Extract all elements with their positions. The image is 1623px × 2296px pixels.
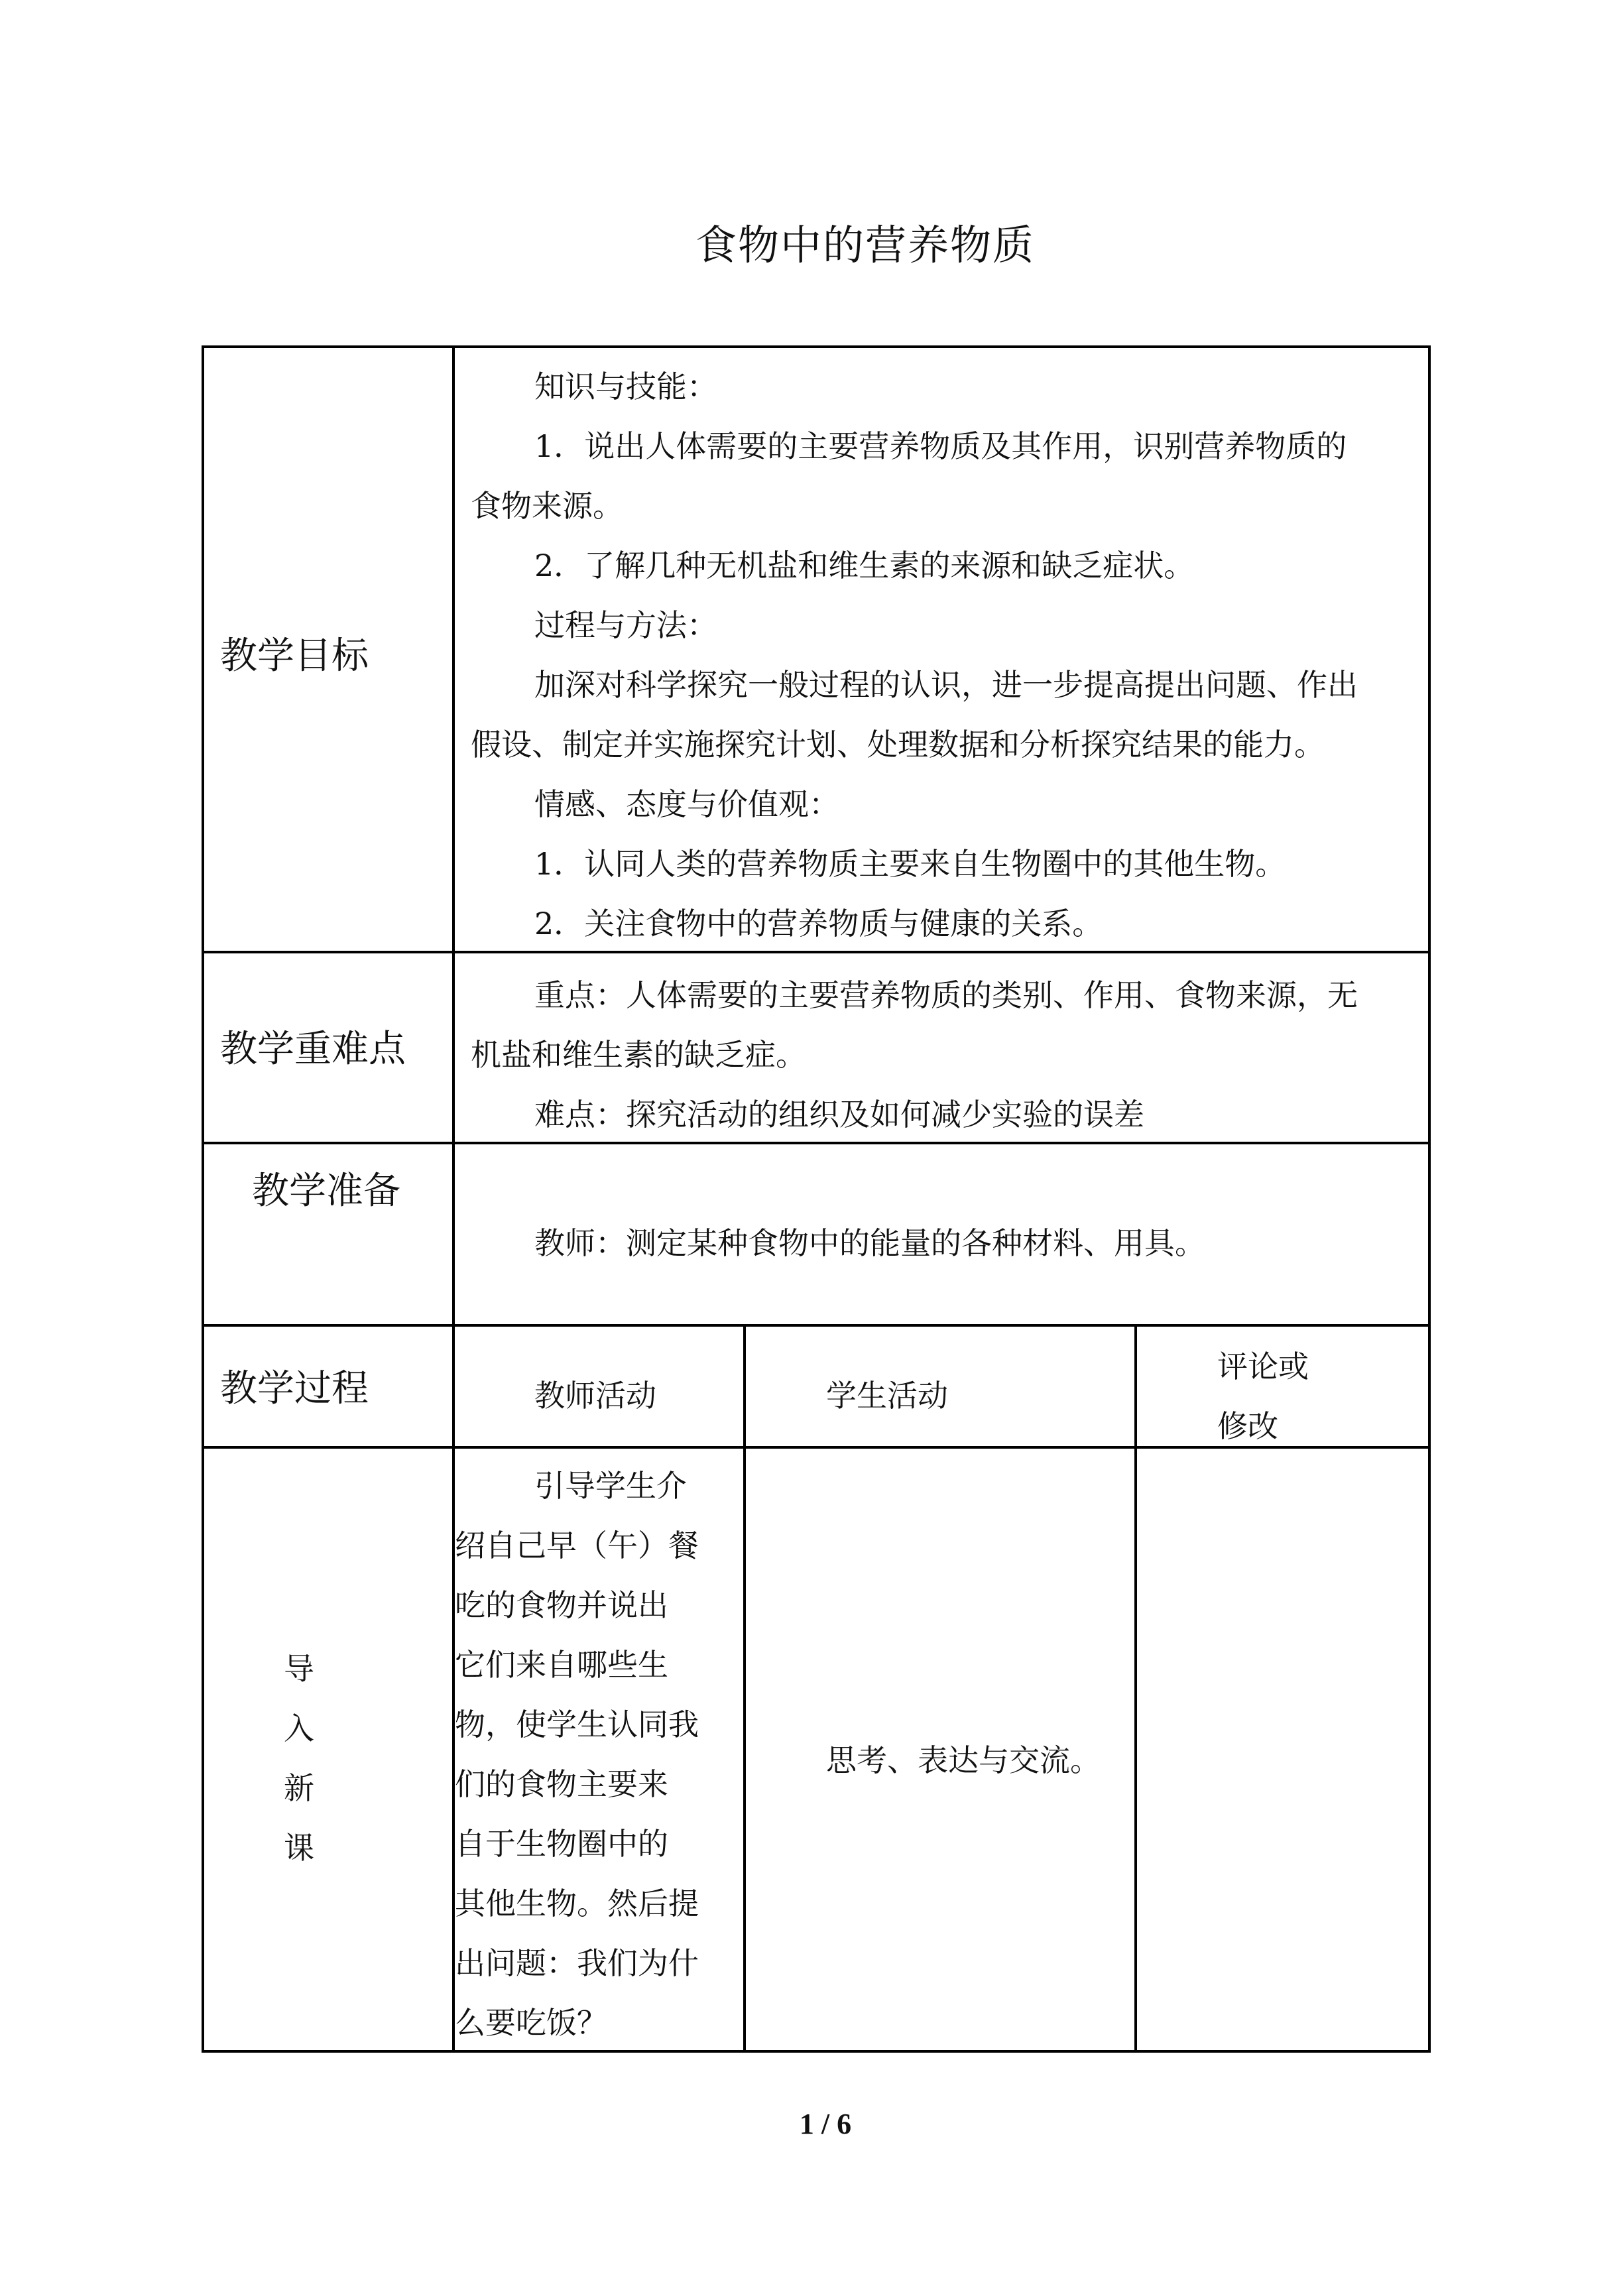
- preparation-label: 教学准备: [252, 1170, 400, 1213]
- text-line: 2．了解几种无机盐和维生素的来源和缺乏症状。: [534, 548, 1195, 583]
- intro-student-activity: 思考、表达与交流。: [826, 1742, 1101, 1778]
- intro-label: [284, 1639, 314, 1878]
- text-line: 出问题：我们为什: [455, 1945, 699, 1981]
- intro-label-char: 入: [284, 1711, 314, 1746]
- text-line: 1．认同人类的营养物质主要来自生物圈中的其他生物。: [534, 846, 1286, 882]
- text-line: 自于生物圈中的: [455, 1826, 668, 1862]
- text-line: 评论或: [1217, 1349, 1309, 1384]
- text-line: 食物来源。: [471, 488, 623, 524]
- process-label: 教学过程: [220, 1367, 369, 1410]
- column-header-teacher: 教师活动: [534, 1378, 656, 1414]
- intro-teacher-activity: [455, 1456, 741, 2053]
- objectives-text: [471, 357, 1425, 953]
- table-border-top: [202, 345, 1431, 348]
- text-line: 引导学生介: [534, 1468, 687, 1504]
- text-line: 难点：探究活动的组织及如何减少实验的误差: [534, 1097, 1144, 1132]
- table-border-bottom: [202, 2050, 1431, 2053]
- column-header-student: 学生活动: [826, 1378, 948, 1414]
- text-line: 2．关注食物中的营养物质与健康的关系。: [534, 906, 1103, 941]
- table-column-divider: [1134, 1324, 1137, 2053]
- page-number: 1 / 6: [799, 2108, 852, 2140]
- table-column-divider: [743, 1324, 746, 2053]
- text-line: 机盐和维生素的缺乏症。: [471, 1037, 806, 1073]
- text-line: 修改: [1217, 1408, 1278, 1444]
- text-line: 们的食物主要来: [455, 1766, 668, 1802]
- text-line: 绍自己早（午）餐: [455, 1528, 699, 1563]
- text-line: 吃的食物并说出: [455, 1587, 668, 1623]
- text-line: 加深对科学探究一般过程的认识，进一步提高提出问题、作出: [534, 667, 1358, 703]
- table-border-left: [202, 345, 204, 2053]
- text-line: 过程与方法：: [534, 607, 717, 643]
- intro-label-char: 课: [284, 1830, 314, 1866]
- intro-label-char: 新: [284, 1770, 314, 1806]
- text-line: 情感、态度与价值观：: [534, 786, 839, 822]
- objectives-label: 教学目标: [220, 634, 369, 678]
- page-title: 食物中的营养物质: [695, 221, 1035, 269]
- key-points-text: [471, 965, 1425, 1144]
- text-line: 其他生物。然后提: [455, 1886, 699, 1921]
- key-points-label: 教学重难点: [220, 1028, 406, 1071]
- text-line: 1．说出人体需要的主要营养物质及其作用，识别营养物质的: [534, 428, 1347, 464]
- table-border-right: [1428, 345, 1431, 2053]
- preparation-text: 教师：测定某种食物中的能量的各种材料、用具。: [534, 1225, 1205, 1261]
- text-line: 重点：人体需要的主要营养物质的类别、作用、食物来源，无: [534, 977, 1358, 1013]
- table-row-divider: [202, 1324, 1431, 1327]
- text-line: 知识与技能：: [534, 369, 717, 404]
- text-line: 物，使学生认同我: [455, 1707, 699, 1742]
- column-header-comment: [1217, 1337, 1309, 1456]
- intro-label-char: 导: [284, 1651, 314, 1687]
- text-line: 么要吃饭？: [455, 2005, 607, 2041]
- text-line: 它们来自哪些生: [455, 1647, 668, 1683]
- text-line: 假设、制定并实施探究计划、处理数据和分析探究结果的能力。: [471, 727, 1325, 762]
